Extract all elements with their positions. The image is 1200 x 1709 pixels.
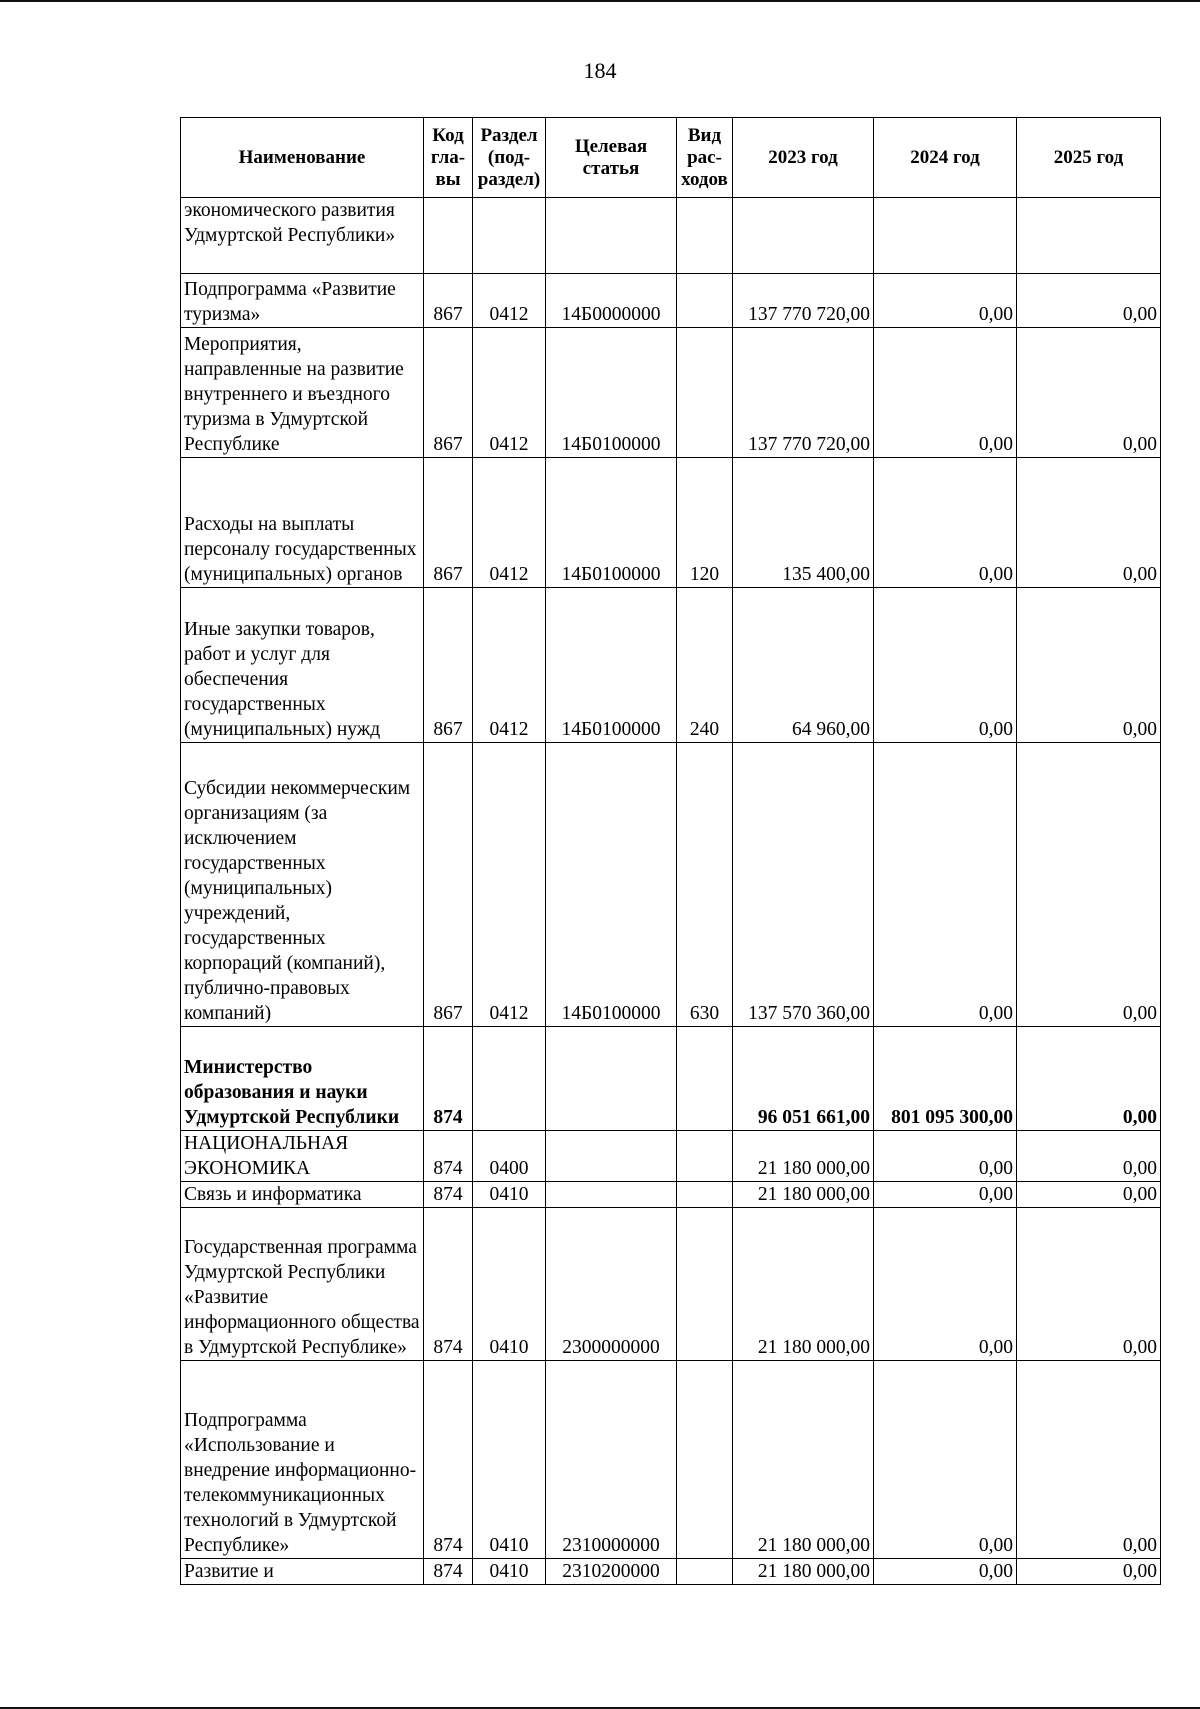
row-name: Связь и информатика [181,1182,424,1208]
row-article [546,198,677,274]
table-header-row [181,118,1161,198]
row-section: 0412 [473,458,546,588]
row-type: 630 [677,743,733,1027]
row-section: 0412 [473,588,546,743]
row-2025: 0,00 [1017,1131,1161,1182]
row-type [677,198,733,274]
row-code: 874 [424,1361,473,1559]
row-code: 867 [424,588,473,743]
row-name: Государственная программа Удмуртской Республики «Развитие информационного общества в Удмуртской Республике» [181,1208,424,1361]
table-row [181,743,1161,1027]
row-article: 14Б0100000 [546,588,677,743]
row-section: 0412 [473,328,546,458]
row-name: НАЦИОНАЛЬНАЯ ЭКОНОМИКА [181,1131,424,1182]
row-2025: 0,00 [1017,743,1161,1027]
row-code: 874 [424,1131,473,1182]
row-2023: 21 180 000,00 [733,1131,874,1182]
header-2024: 2024 год [874,118,1017,198]
row-2025: 0,00 [1017,274,1161,328]
row-2025: 0,00 [1017,1559,1161,1585]
table-row [181,458,1161,588]
row-article: 2310000000 [546,1361,677,1559]
scan-top-border [0,0,1200,2]
row-name: Развитие и [181,1559,424,1585]
row-article [546,1182,677,1208]
row-2023: 21 180 000,00 [733,1182,874,1208]
header-expense-type: Вид рас-ходов [677,118,733,198]
row-2025: 0,00 [1017,1182,1161,1208]
row-type [677,274,733,328]
row-section: 0412 [473,743,546,1027]
row-code: 867 [424,743,473,1027]
row-type [677,328,733,458]
page-number: 184 [583,58,617,83]
header-2023: 2023 год [733,118,874,198]
row-section: 0410 [473,1182,546,1208]
row-article: 14Б0000000 [546,274,677,328]
row-article [546,1027,677,1131]
row-type [677,1208,733,1361]
row-2024: 0,00 [874,743,1017,1027]
row-2023: 21 180 000,00 [733,1559,874,1585]
row-article: 2310200000 [546,1559,677,1585]
row-article: 2300000000 [546,1208,677,1361]
row-article: 14Б0100000 [546,743,677,1027]
row-code: 874 [424,1182,473,1208]
row-code: 874 [424,1027,473,1131]
row-2023: 21 180 000,00 [733,1208,874,1361]
row-2023: 64 960,00 [733,588,874,743]
row-code: 874 [424,1208,473,1361]
row-type [677,1131,733,1182]
row-type [677,1027,733,1131]
table-row [181,198,1161,274]
table-row [181,1559,1161,1585]
header-section: Раздел (под-раздел) [473,118,546,198]
row-2025: 0,00 [1017,1361,1161,1559]
row-section: 0410 [473,1208,546,1361]
row-section: 0412 [473,274,546,328]
row-article [546,1131,677,1182]
row-code: 867 [424,458,473,588]
row-name: Субсидии некоммерческим организациям (за исключением государственных (муниципальных) учреждений, государственных корпораций (компаний), публично-правовых компаний) [181,743,424,1027]
row-name: экономического развития Удмуртской Республики» [181,198,424,274]
row-type [677,1361,733,1559]
row-name: Иные закупки товаров, работ и услуг для обеспечения государственных (муниципальных) нужд [181,588,424,743]
row-name: Мероприятия, направленные на развитие внутреннего и въездного туризма в Удмуртской Республике [181,328,424,458]
row-name: Подпрограмма «Использование и внедрение информационно-телекоммуникационных технологий в Удмуртской Республике» [181,1361,424,1559]
row-2025: 0,00 [1017,1208,1161,1361]
row-code [424,198,473,274]
table-row [181,1361,1161,1559]
row-2024: 801 095 300,00 [874,1027,1017,1131]
row-2023: 135 400,00 [733,458,874,588]
row-2023: 137 770 720,00 [733,328,874,458]
table-row [181,1182,1161,1208]
row-type: 120 [677,458,733,588]
row-2023 [733,198,874,274]
row-name: Расходы на выплаты персоналу государственных (муниципальных) органов [181,458,424,588]
row-code: 867 [424,328,473,458]
row-section: 0410 [473,1559,546,1585]
row-2024: 0,00 [874,1208,1017,1361]
row-2025 [1017,198,1161,274]
row-section: 0400 [473,1131,546,1182]
table-row [181,274,1161,328]
row-2025: 0,00 [1017,328,1161,458]
row-2023: 96 051 661,00 [733,1027,874,1131]
row-section: 0410 [473,1361,546,1559]
row-section [473,198,546,274]
budget-table [180,117,1161,1585]
row-2024: 0,00 [874,274,1017,328]
header-name: Наименование [181,118,424,198]
table-row [181,328,1161,458]
row-name: Подпрограмма «Развитие туризма» [181,274,424,328]
table-row [181,1027,1161,1131]
table-row [181,1208,1161,1361]
row-code: 867 [424,274,473,328]
row-2024: 0,00 [874,1131,1017,1182]
row-2024: 0,00 [874,1361,1017,1559]
row-2024: 0,00 [874,588,1017,743]
header-target-article: Целевая статья [546,118,677,198]
row-section [473,1027,546,1131]
row-type: 240 [677,588,733,743]
row-type [677,1182,733,1208]
table-row [181,588,1161,743]
row-2023: 137 570 360,00 [733,743,874,1027]
row-code: 874 [424,1559,473,1585]
row-2024: 0,00 [874,1559,1017,1585]
row-2024: 0,00 [874,458,1017,588]
row-type [677,1559,733,1585]
row-2025: 0,00 [1017,458,1161,588]
row-article: 14Б0100000 [546,458,677,588]
row-2023: 137 770 720,00 [733,274,874,328]
row-2025: 0,00 [1017,1027,1161,1131]
row-2024 [874,198,1017,274]
row-2024: 0,00 [874,328,1017,458]
row-2025: 0,00 [1017,588,1161,743]
header-chapter-code: Код гла-вы [424,118,473,198]
header-2025: 2025 год [1017,118,1161,198]
row-2023: 21 180 000,00 [733,1361,874,1559]
table-row [181,1131,1161,1182]
row-article: 14Б0100000 [546,328,677,458]
row-2024: 0,00 [874,1182,1017,1208]
row-name: Министерство образования и науки Удмуртской Республики [181,1027,424,1131]
